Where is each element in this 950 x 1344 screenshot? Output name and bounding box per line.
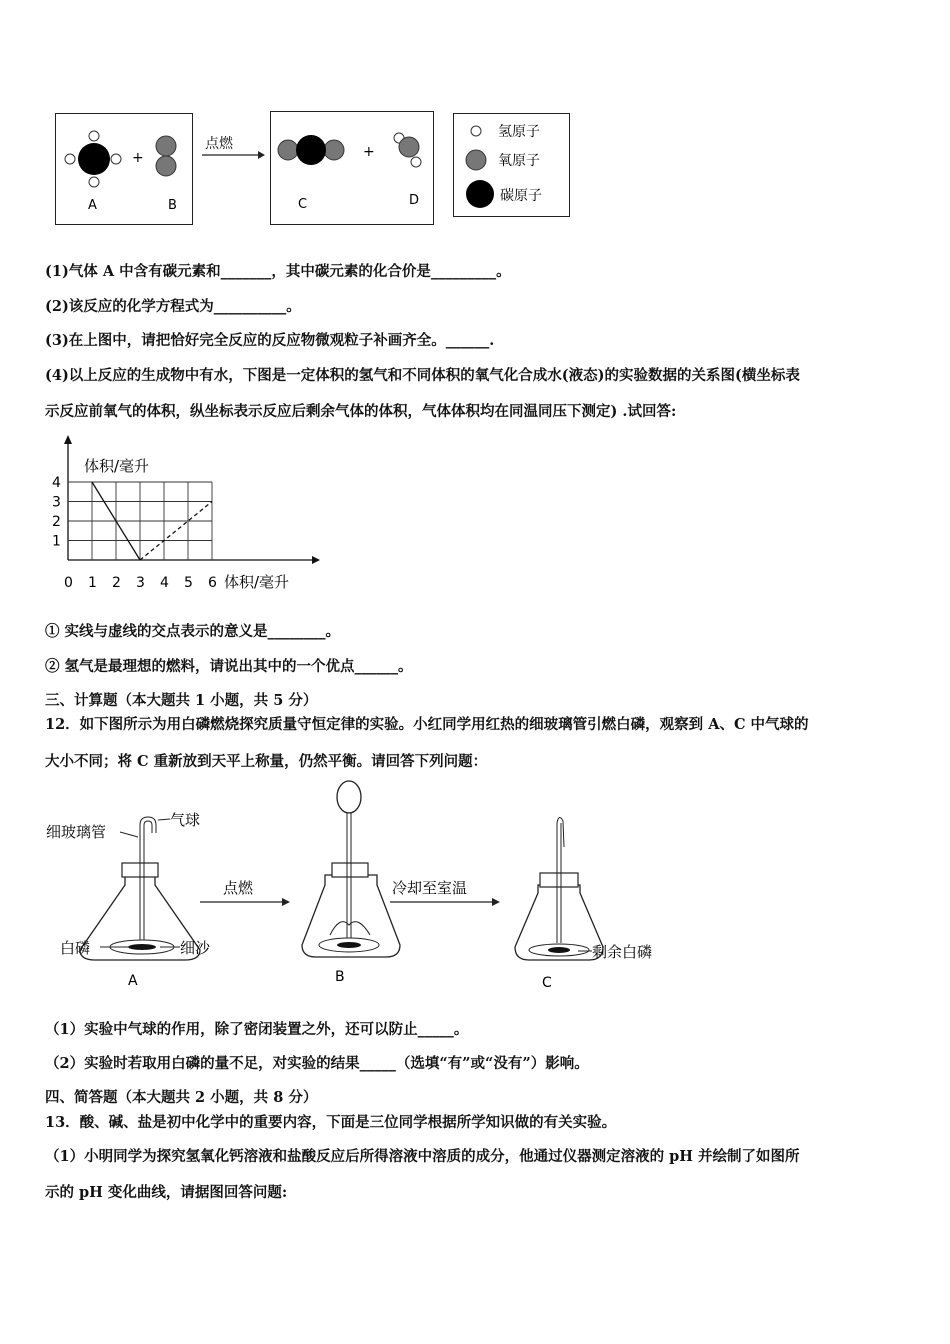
- label-c: C: [298, 197, 308, 212]
- x-tick-label: 1: [88, 575, 97, 591]
- q11-sub2: ② 氢气是最理想的燃料，请说出其中的一个优点______。: [45, 658, 413, 675]
- label-cool: 冷却至室温: [392, 879, 468, 897]
- legend-carbon: 碳原子: [500, 188, 542, 204]
- carbon-atom-icon: [466, 180, 494, 208]
- label-d: D: [409, 193, 420, 208]
- reactants-box: [55, 113, 193, 225]
- legend-hydrogen: 氢原子: [498, 124, 540, 140]
- label-b: B: [335, 969, 345, 985]
- products-box: [270, 111, 434, 225]
- q12-line1: 12．如下图所示为用白磷燃烧探究质量守恒定律的实验。小红同学用红热的细玻璃管引燃白磷，观察到 A、C 中气球的: [45, 716, 809, 733]
- x-tick-label: 2: [112, 575, 121, 591]
- label-ignite: 点燃: [223, 879, 254, 897]
- q13-part1-line1: （1）小明同学为探究氢氧化钙溶液和盐酸反应后所得溶液中溶质的成分，他通过仪器测定溶液的 pH 并绘制了如图所: [45, 1148, 800, 1165]
- arrow-cool-icon: [492, 898, 500, 906]
- x-axis-arrow-icon: [312, 556, 320, 564]
- label-c: C: [542, 975, 552, 991]
- legend-oxygen: 氧原子: [498, 153, 540, 169]
- label-balloon: 气球: [170, 811, 201, 829]
- series-dashed: [140, 502, 212, 561]
- x-tick-label: 4: [160, 575, 169, 591]
- molecule-c-icon: [278, 135, 344, 165]
- q12-part2: （2）实验时若取用白磷的量不足，对实验的结果_____（选填“有”或“没有”）影响。: [45, 1055, 589, 1072]
- q13-intro: 13．酸、碱、盐是初中化学中的重要内容，下面是三位同学根据所学知识做的有关实验。: [45, 1114, 617, 1131]
- y-tick-label: 3: [52, 494, 61, 511]
- label-a: A: [128, 973, 138, 989]
- ignite-label: 点燃: [205, 136, 233, 152]
- molecule-a-icon: [65, 131, 121, 187]
- q12-line2: 大小不同；将 C 重新放到天平上称量，仍然平衡。请回答下列问题：: [45, 753, 488, 770]
- q11-part4-line2: 示反应前氧气的体积，纵坐标表示反应后剩余气体的体积，气体体积均在同温同压下测定) .试回答:: [45, 403, 677, 420]
- white-phosphorus-experiment: [40, 775, 680, 1000]
- tube-pointer: [120, 832, 138, 837]
- y-tick-label: 4: [52, 475, 61, 491]
- x-tick-label: 0: [64, 575, 73, 591]
- label-tube: 细玻璃管: [46, 823, 107, 841]
- flask-c-icon: [515, 817, 603, 960]
- oxygen-atom-icon: [466, 150, 486, 170]
- q12-part1: （1）实验中气球的作用，除了密闭装置之外，还可以防止_____。: [45, 1021, 469, 1038]
- label-a: A: [88, 198, 97, 213]
- label-remaining: 剩余白磷: [592, 943, 653, 961]
- section4-heading: 四、简答题（本大题共 2 小题，共 8 分）: [45, 1089, 318, 1106]
- flask-b-icon: [302, 781, 400, 957]
- label-b: B: [168, 198, 177, 213]
- hydrogen-atom-icon: [471, 126, 481, 136]
- volume-chart: [40, 430, 340, 600]
- reaction-arrow-icon: [200, 148, 266, 162]
- molecule-d-icon: [394, 133, 421, 167]
- product-molecules: [271, 112, 433, 224]
- x-axis-label: 体积/毫升: [224, 573, 290, 591]
- legend-box: [453, 113, 570, 217]
- y-tick-label: 2: [52, 514, 61, 530]
- molecule-b-icon: [156, 136, 176, 176]
- q13-part1-line2: 示的 pH 变化曲线，请据图回答问题:: [45, 1184, 288, 1201]
- plus-sign: +: [132, 150, 144, 166]
- label-sand: 细沙: [180, 939, 211, 957]
- y-axis-arrow-icon: [64, 435, 72, 444]
- section3-heading: 三、计算题（本大题共 1 小题，共 5 分）: [45, 692, 318, 709]
- q11-part3: (3)在上图中，请把恰好完全反应的反应物微观粒子补画齐全。______.: [45, 332, 495, 349]
- x-tick-label: 5: [184, 575, 193, 591]
- q11-part2: (2)该反应的化学方程式为__________。: [45, 298, 301, 315]
- q11-part1: (1)气体 A 中含有碳元素和_______，其中碳元素的化合价是_________。: [45, 263, 511, 280]
- q11-part4-line1: (4)以上反应的生成物中有水，下图是一定体积的氢气和不同体积的氧气化合成水(液态)的实验数据的关系图(横坐标表: [45, 367, 800, 384]
- plus-sign: +: [363, 144, 375, 160]
- x-tick-label: 6: [208, 575, 217, 591]
- reactant-molecules: [56, 114, 192, 224]
- balloon-pointer: [158, 819, 170, 820]
- y-tick-label: 1: [52, 533, 61, 550]
- x-tick-label: 3: [136, 575, 145, 591]
- q11-sub1: ① 实线与虚线的交点表示的意义是________。: [45, 623, 341, 640]
- label-white-p: 白磷: [60, 939, 91, 957]
- arrow-ignite-icon: [282, 898, 290, 906]
- chart-grid: [68, 482, 212, 560]
- y-axis-label: 体积/毫升: [84, 457, 150, 475]
